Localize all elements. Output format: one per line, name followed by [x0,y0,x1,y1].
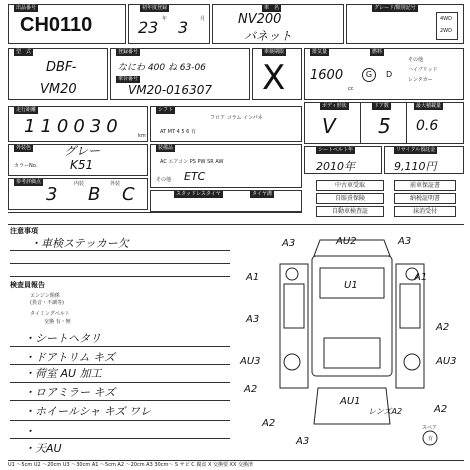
grade-score-label: 参考評価点 [16,179,42,185]
mark-a2-r: A2 [436,322,450,333]
report-item-1: ・シートヘタリ [24,332,101,345]
drive-2wd: 2WD [440,28,452,34]
wheel-fl [286,268,298,280]
mark-a2-b: A2 [262,418,276,429]
mark-a3-tr: A3 [398,236,412,247]
mileage-value: 110030 [24,116,123,137]
rule [10,438,230,439]
reg-no: なにわ 400 ね 63-06 [118,63,206,73]
mark-a1-l: A1 [246,272,260,283]
spare-label: スペア [422,425,438,431]
rule [10,382,230,383]
timing-label: タイミングベルト [30,311,70,317]
mark-a2-r2: A2 [434,404,448,415]
reg-no-label: 登録番号 [118,49,139,55]
equip-options: AC エアコン PS PW SR AW [160,159,224,165]
left-window-outline [284,284,304,328]
fuel-g [362,68,376,82]
notes-line-1: ・車検ステッカー欠 [30,237,129,250]
fuel-d-text: D [386,70,393,79]
chassis-label: 車台番号 [118,76,139,82]
disp-value: 1600 [310,68,344,83]
report-item-2: ・ドアトリム キズ [24,351,115,364]
shift-label: シフト [158,107,174,113]
color-label: 外装色 [16,145,32,151]
color-no-label: カラーNo. [14,163,38,169]
badge-2: 前車保証書 [394,180,456,191]
body-value: V [322,114,336,138]
mark-u1: U1 [344,280,358,291]
badge-6: 抹消受付 [394,206,456,217]
interior-grade: B [88,184,101,205]
interior-label: 内装 [74,181,85,187]
legend-text: U1 〜5cm U2 〜20cm U3 〜30cm A1 〜5cm A2 〜20cm A3 30cm〜 S サビ C 腐食 X 交換要 XX 交換済 [8,462,253,468]
report-item-6: ・ [24,425,35,438]
rule [10,420,230,421]
fuel-extra-3: レンタカー [408,77,433,83]
mark-a3-b: A3 [296,436,310,447]
tire-label: タイヤ溝 [252,191,272,197]
stud-label: スタッドレスタイヤ [176,191,221,197]
shift-options: フロア コラム インパネ [210,115,263,121]
report-item-7: ・天AU [24,442,62,455]
reg-month: 3 [178,18,189,37]
report-item-4: ・ロアミラー キズ [24,386,116,399]
car-name: NV200 [238,12,282,27]
grade-label: グレード/類別記号 [374,5,416,11]
disp-unit: cc [348,86,354,92]
recycle-label: リサイクル預託金 [396,147,436,153]
inspection-label: 車検期限 [264,49,285,55]
color-value: グレー [64,144,101,158]
mark-au2: AU2 [336,236,357,247]
rule [10,276,230,277]
exterior-label: 外装 [110,181,121,187]
rear-window-outline [324,338,380,368]
reg-year-unit: 年 [162,16,168,22]
engine-sub: (異音・不調等) [30,300,64,306]
mark-a1-r: A1 [414,272,428,283]
seatbelt-label: シートベルト年 [318,147,354,153]
fuel-d [386,70,392,79]
rule [10,250,230,251]
divider [406,102,407,144]
fuel-g-text: G [365,70,373,79]
reg-month-unit: 月 [200,16,206,22]
badge-1: 中古車受取 [316,180,384,191]
engine-label: エンジン関係 [30,293,60,299]
load-value: 0.6 [416,118,439,134]
status-strip [8,212,302,222]
right-window-outline [400,284,420,328]
equip-label: 装備品 [158,145,174,151]
disp-label: 排気量 [312,49,328,55]
recycle-value: 9,110円 [394,160,437,173]
body-label: ボディ形状 [322,103,347,109]
lot-label: 出品番号 [16,5,37,11]
report-item-5: ・ホイールシャ キズ ワレ [24,405,152,418]
mark-a3-tl: A3 [282,238,296,249]
model-code-2: VM20 [40,82,77,97]
reg-date-label: 初年度登録 [142,5,168,11]
other-value: ETC [184,170,206,183]
doors-label: ドア数 [374,103,389,109]
mark-au1: AU1 [340,396,361,407]
chassis-no: VM20-016307 [128,83,212,97]
reg-year: 23 [138,18,159,37]
rule [10,400,230,401]
timing-sub: 交換 有・無 [44,319,71,325]
rule [10,346,230,347]
lot-number: CH0110 [20,14,93,36]
color-no: K51 [70,158,94,172]
notes-divider [8,224,464,225]
trans-options: AT MT 4 5 6 有 [160,129,196,135]
model-label: 型 式 [16,49,32,55]
badge-3: 自賠責保険 [316,193,384,204]
doors-value: 5 [378,114,391,138]
spare-stamp: 有 [428,436,434,442]
notes-label: 注意事項 [10,227,38,235]
wheel-rl [284,354,300,370]
mileage-label: 走行距離 [16,107,37,113]
fuel-extra: その他 [408,57,424,63]
divider [360,102,361,144]
mark-a3-l: A3 [246,314,260,325]
drive-4wd: 4WD [440,16,452,22]
other-label: その他 [156,177,172,183]
wheel-rr [404,354,420,370]
overall-grade: 3 [46,184,58,205]
mark-a2-l: A2 [244,384,258,395]
report-label: 検査員報告 [10,281,45,289]
badge-5: 自動車検査証 [316,206,384,217]
inspection-mark: X [262,58,286,98]
legend-bar [8,460,464,470]
mark-lens-a2: レンズA2 [368,407,403,416]
mark-au3-r: AU3 [436,356,457,367]
car-name-label: 車 名 [264,5,280,11]
badge-4: 納税証明書 [394,193,456,204]
car-sub: バネット [244,29,293,43]
load-label: 最大積載量 [416,103,442,109]
mark-au3-l: AU3 [240,356,261,367]
exterior-grade: C [122,184,135,205]
fuel-label: 燃料 [372,49,383,55]
rule [10,263,230,264]
report-item-3: ・荷室 AU 加工 [24,367,102,380]
fuel-extra-2: ハイブリッド [408,67,438,73]
seatbelt-value: 2010年 [316,160,355,173]
stud-box [150,190,302,212]
model-code: DBF- [46,60,77,75]
mileage-unit: km [138,133,146,139]
